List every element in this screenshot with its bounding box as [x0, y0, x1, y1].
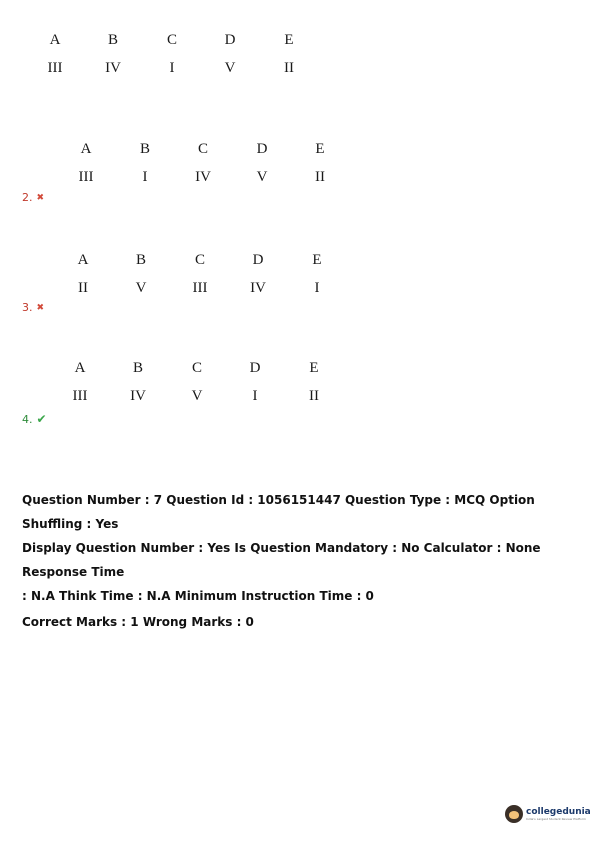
option-3-col-e-value: I — [314, 280, 320, 296]
collegedunia-logo — [505, 805, 591, 823]
option-3-col-d-value: IV — [250, 280, 266, 296]
logo-name: collegedunia — [526, 807, 591, 817]
option-3-col-b-value: V — [135, 280, 147, 296]
option-1-col-c-header: C — [166, 32, 178, 48]
option-3-col-b-header: B — [135, 252, 147, 268]
option-4-col-c-value: V — [191, 388, 203, 404]
option-2-col-b-header: B — [139, 141, 151, 157]
option-4-label — [22, 412, 47, 426]
option-2-col-a-value: III — [78, 169, 94, 185]
option-4-col-c-header: C — [191, 360, 203, 376]
wrong-x-icon: ✖ — [36, 192, 45, 203]
option-2-col-b-value: I — [142, 169, 148, 185]
option-4-col-e-value: II — [309, 388, 319, 404]
option-4-col-a-value: III — [72, 388, 88, 404]
option-1-col-d-header: D — [224, 32, 236, 48]
option-3-col-c-header: C — [194, 252, 206, 268]
option-3-label — [22, 301, 44, 314]
option-1-col-b-value: IV — [105, 60, 121, 76]
option-4-col-d-value: I — [252, 388, 258, 404]
question-meta-line-2: Display Question Number : Yes Is Question Mandatory : No Calculator : None Response Time — [22, 541, 541, 579]
option-1-col-e-header: E — [284, 32, 294, 48]
option-2-label — [22, 191, 44, 204]
option-1-col-a-value: III — [47, 60, 63, 76]
option-1-col-a-header: A — [49, 32, 61, 48]
option-3-number: 3. — [22, 301, 33, 314]
option-2-col-a-header: A — [80, 141, 92, 157]
option-1-col-c-value: I — [169, 60, 175, 76]
question-meta — [22, 488, 582, 634]
option-2-col-e-value: II — [315, 169, 325, 185]
option-2-col-d-header: D — [256, 141, 268, 157]
question-meta-line-3: : N.A Think Time : N.A Minimum Instruction Time : 0 — [22, 589, 374, 603]
option-1-col-d-value: V — [224, 60, 236, 76]
question-meta-line-1: Question Number : 7 Question Id : 1056151447 Question Type : MCQ Option Shuffling : Yes — [22, 493, 535, 531]
option-4-col-b-value: IV — [130, 388, 146, 404]
option-4-col-a-header: A — [74, 360, 86, 376]
correct-check-icon: ✔ — [36, 412, 47, 426]
option-3-col-a-header: A — [77, 252, 89, 268]
question-meta-line-4: Correct Marks : 1 Wrong Marks : 0 — [22, 615, 254, 629]
option-3-col-e-header: E — [312, 252, 322, 268]
option-4-col-e-header: E — [309, 360, 319, 376]
option-2-col-c-value: IV — [195, 169, 211, 185]
option-4-col-d-header: D — [249, 360, 261, 376]
option-1-col-b-header: B — [107, 32, 119, 48]
option-1-col-e-value: II — [284, 60, 294, 76]
option-3-col-a-value: II — [78, 280, 88, 296]
wrong-x-icon: ✖ — [36, 302, 45, 313]
mascot-icon — [505, 805, 523, 823]
option-2-col-d-value: V — [256, 169, 268, 185]
option-3-col-d-header: D — [252, 252, 264, 268]
option-2-col-c-header: C — [197, 141, 209, 157]
option-4-number: 4. — [22, 412, 33, 426]
logo-tagline: India's Largest Student Review Platform — [526, 817, 586, 821]
option-3-col-c-value: III — [192, 280, 208, 296]
option-4-col-b-header: B — [132, 360, 144, 376]
option-2-number: 2. — [22, 191, 33, 204]
option-2-col-e-header: E — [315, 141, 325, 157]
